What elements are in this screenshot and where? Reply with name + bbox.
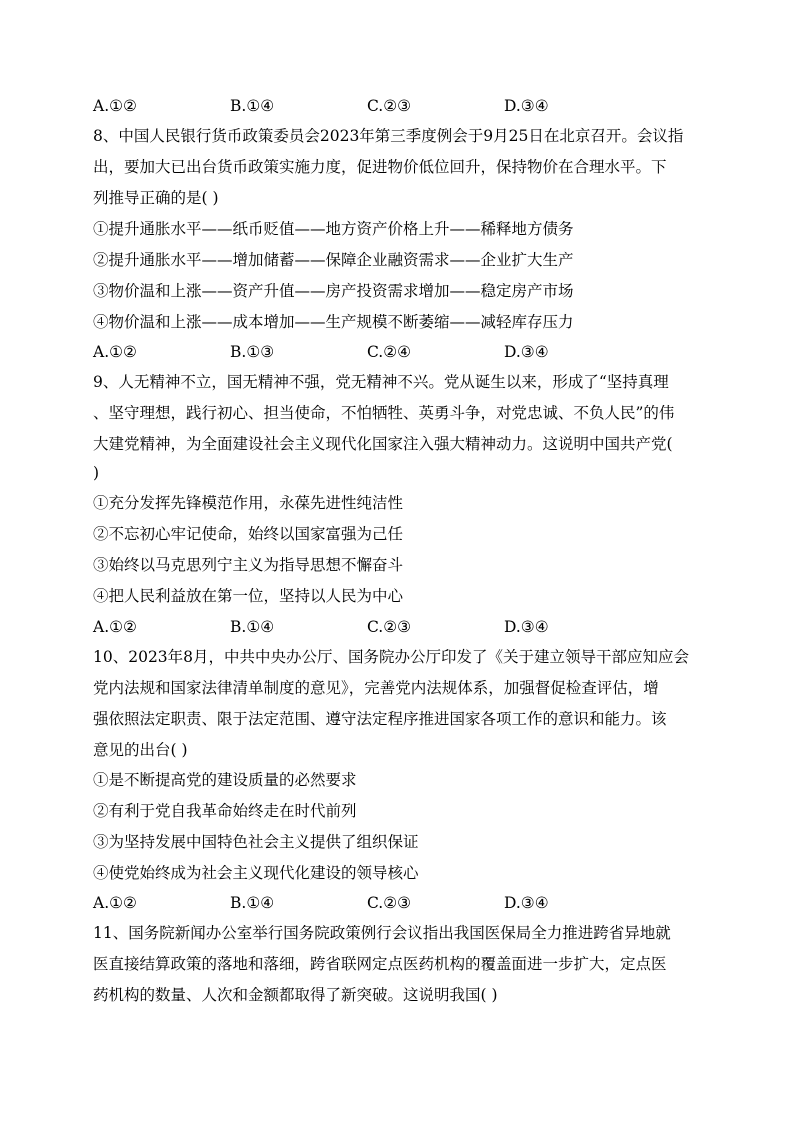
q11-stem-line-1: 11、国务院新闻办公室举行国务院政策例行会议指出我国医保局全力推进跨省异地就 xyxy=(93,924,671,942)
q8-item-3: ③物价温和上涨——资产升值——房产投资需求增加——稳定房产市场 xyxy=(93,282,574,300)
q10-item-4: ④使党始终成为社会主义现代化建设的领导核心 xyxy=(93,864,419,882)
q10-stem-line-3: 强依照法定职责、限于法定范围、遵守法定程序推进国家各项工作的意识和能力。该 xyxy=(93,710,667,728)
q7-option-d: D.③④ xyxy=(504,97,549,115)
q10-option-a: A.①② xyxy=(93,894,137,912)
q7-option-c: C.②③ xyxy=(367,97,412,115)
q8-stem-line-2: 出，要加大已出台货币政策实施力度，促进物价低位回升，保持物价在合理水平。下 xyxy=(93,158,667,176)
q9-option-a: A.①② xyxy=(93,618,137,636)
q9-item-3: ③始终以马克思列宁主义为指导思想不懈奋斗 xyxy=(93,556,404,574)
q8-option-b: B.①③ xyxy=(230,343,275,361)
q8-option-c: C.②④ xyxy=(367,343,412,361)
q11-stem-line-3: 药机构的数量、人次和金额都取得了新突破。这说明我国( ) xyxy=(93,986,498,1004)
q10-item-3: ③为坚持发展中国特色社会主义提供了组织保证 xyxy=(93,833,419,851)
q10-item-2: ②有利于党自我革命始终走在时代前列 xyxy=(93,802,357,820)
q7-option-a: A.①② xyxy=(93,97,137,115)
q10-stem-line-2: 党内法规和国家法律清单制度的意见》，完善党内法规体系，加强督促检查评估，增 xyxy=(93,679,659,697)
q9-stem-line-4: ) xyxy=(93,464,100,482)
q9-option-d: D.③④ xyxy=(504,618,549,636)
q8-item-2: ②提升通胀水平——增加储蓄——保障企业融资需求——企业扩大生产 xyxy=(93,251,574,269)
q8-option-a: A.①② xyxy=(93,343,137,361)
q9-option-b: B.①④ xyxy=(230,618,275,636)
q10-options xyxy=(93,893,713,913)
q8-item-1: ①提升通胀水平——纸币贬值——地方资产价格上升——稀释地方债务 xyxy=(93,220,574,238)
q10-option-d: D.③④ xyxy=(504,894,549,912)
q9-option-c: C.②③ xyxy=(367,618,412,636)
q9-stem-line-3: 大建党精神，为全面建设社会主义现代化国家注入强大精神动力。这说明中国共产党( xyxy=(93,435,673,453)
q10-option-c: C.②③ xyxy=(367,894,412,912)
q9-options xyxy=(93,617,713,637)
q8-stem-line-1: 8、中国人民银行货币政策委员会2023年第三季度例会于9月25日在北京召开。会议指 xyxy=(93,127,684,145)
q9-stem-line-2: 、坚守理想，践行初心、担当使命，不怕牺牲、英勇斗争，对党忠诚、不负人民”的伟 xyxy=(93,404,675,422)
q8-option-d: D.③④ xyxy=(504,343,549,361)
q7-options xyxy=(93,96,713,116)
q8-stem-line-3: 列推导正确的是( ) xyxy=(93,189,219,207)
q10-option-b: B.①④ xyxy=(230,894,275,912)
q7-option-b: B.①④ xyxy=(230,97,275,115)
q10-stem-line-4: 意见的出台( ) xyxy=(93,741,188,759)
q8-options xyxy=(93,342,713,362)
q9-stem-line-1: 9、人无精神不立，国无精神不强，党无精神不兴。党从诞生以来，形成了“坚持真理 xyxy=(93,373,669,391)
q11-stem-line-2: 医直接结算政策的落地和落细，跨省联网定点医药机构的覆盖面进一步扩大，定点医 xyxy=(93,955,667,973)
q9-item-4: ④把人民利益放在第一位，坚持以人民为中心 xyxy=(93,587,404,605)
q9-item-2: ②不忘初心牢记使命，始终以国家富强为己任 xyxy=(93,525,404,543)
q10-item-1: ①是不断提高党的建设质量的必然要求 xyxy=(93,771,357,789)
q10-stem-line-1: 10、2023年8月，中共中央办公厅、国务院办公厅印发了《关于建立领导干部应知应会 xyxy=(93,648,690,666)
q8-item-4: ④物价温和上涨——成本增加——生产规模不断萎缩——减轻库存压力 xyxy=(93,313,574,331)
q9-item-1: ①充分发挥先锋模范作用，永葆先进性纯洁性 xyxy=(93,494,404,512)
